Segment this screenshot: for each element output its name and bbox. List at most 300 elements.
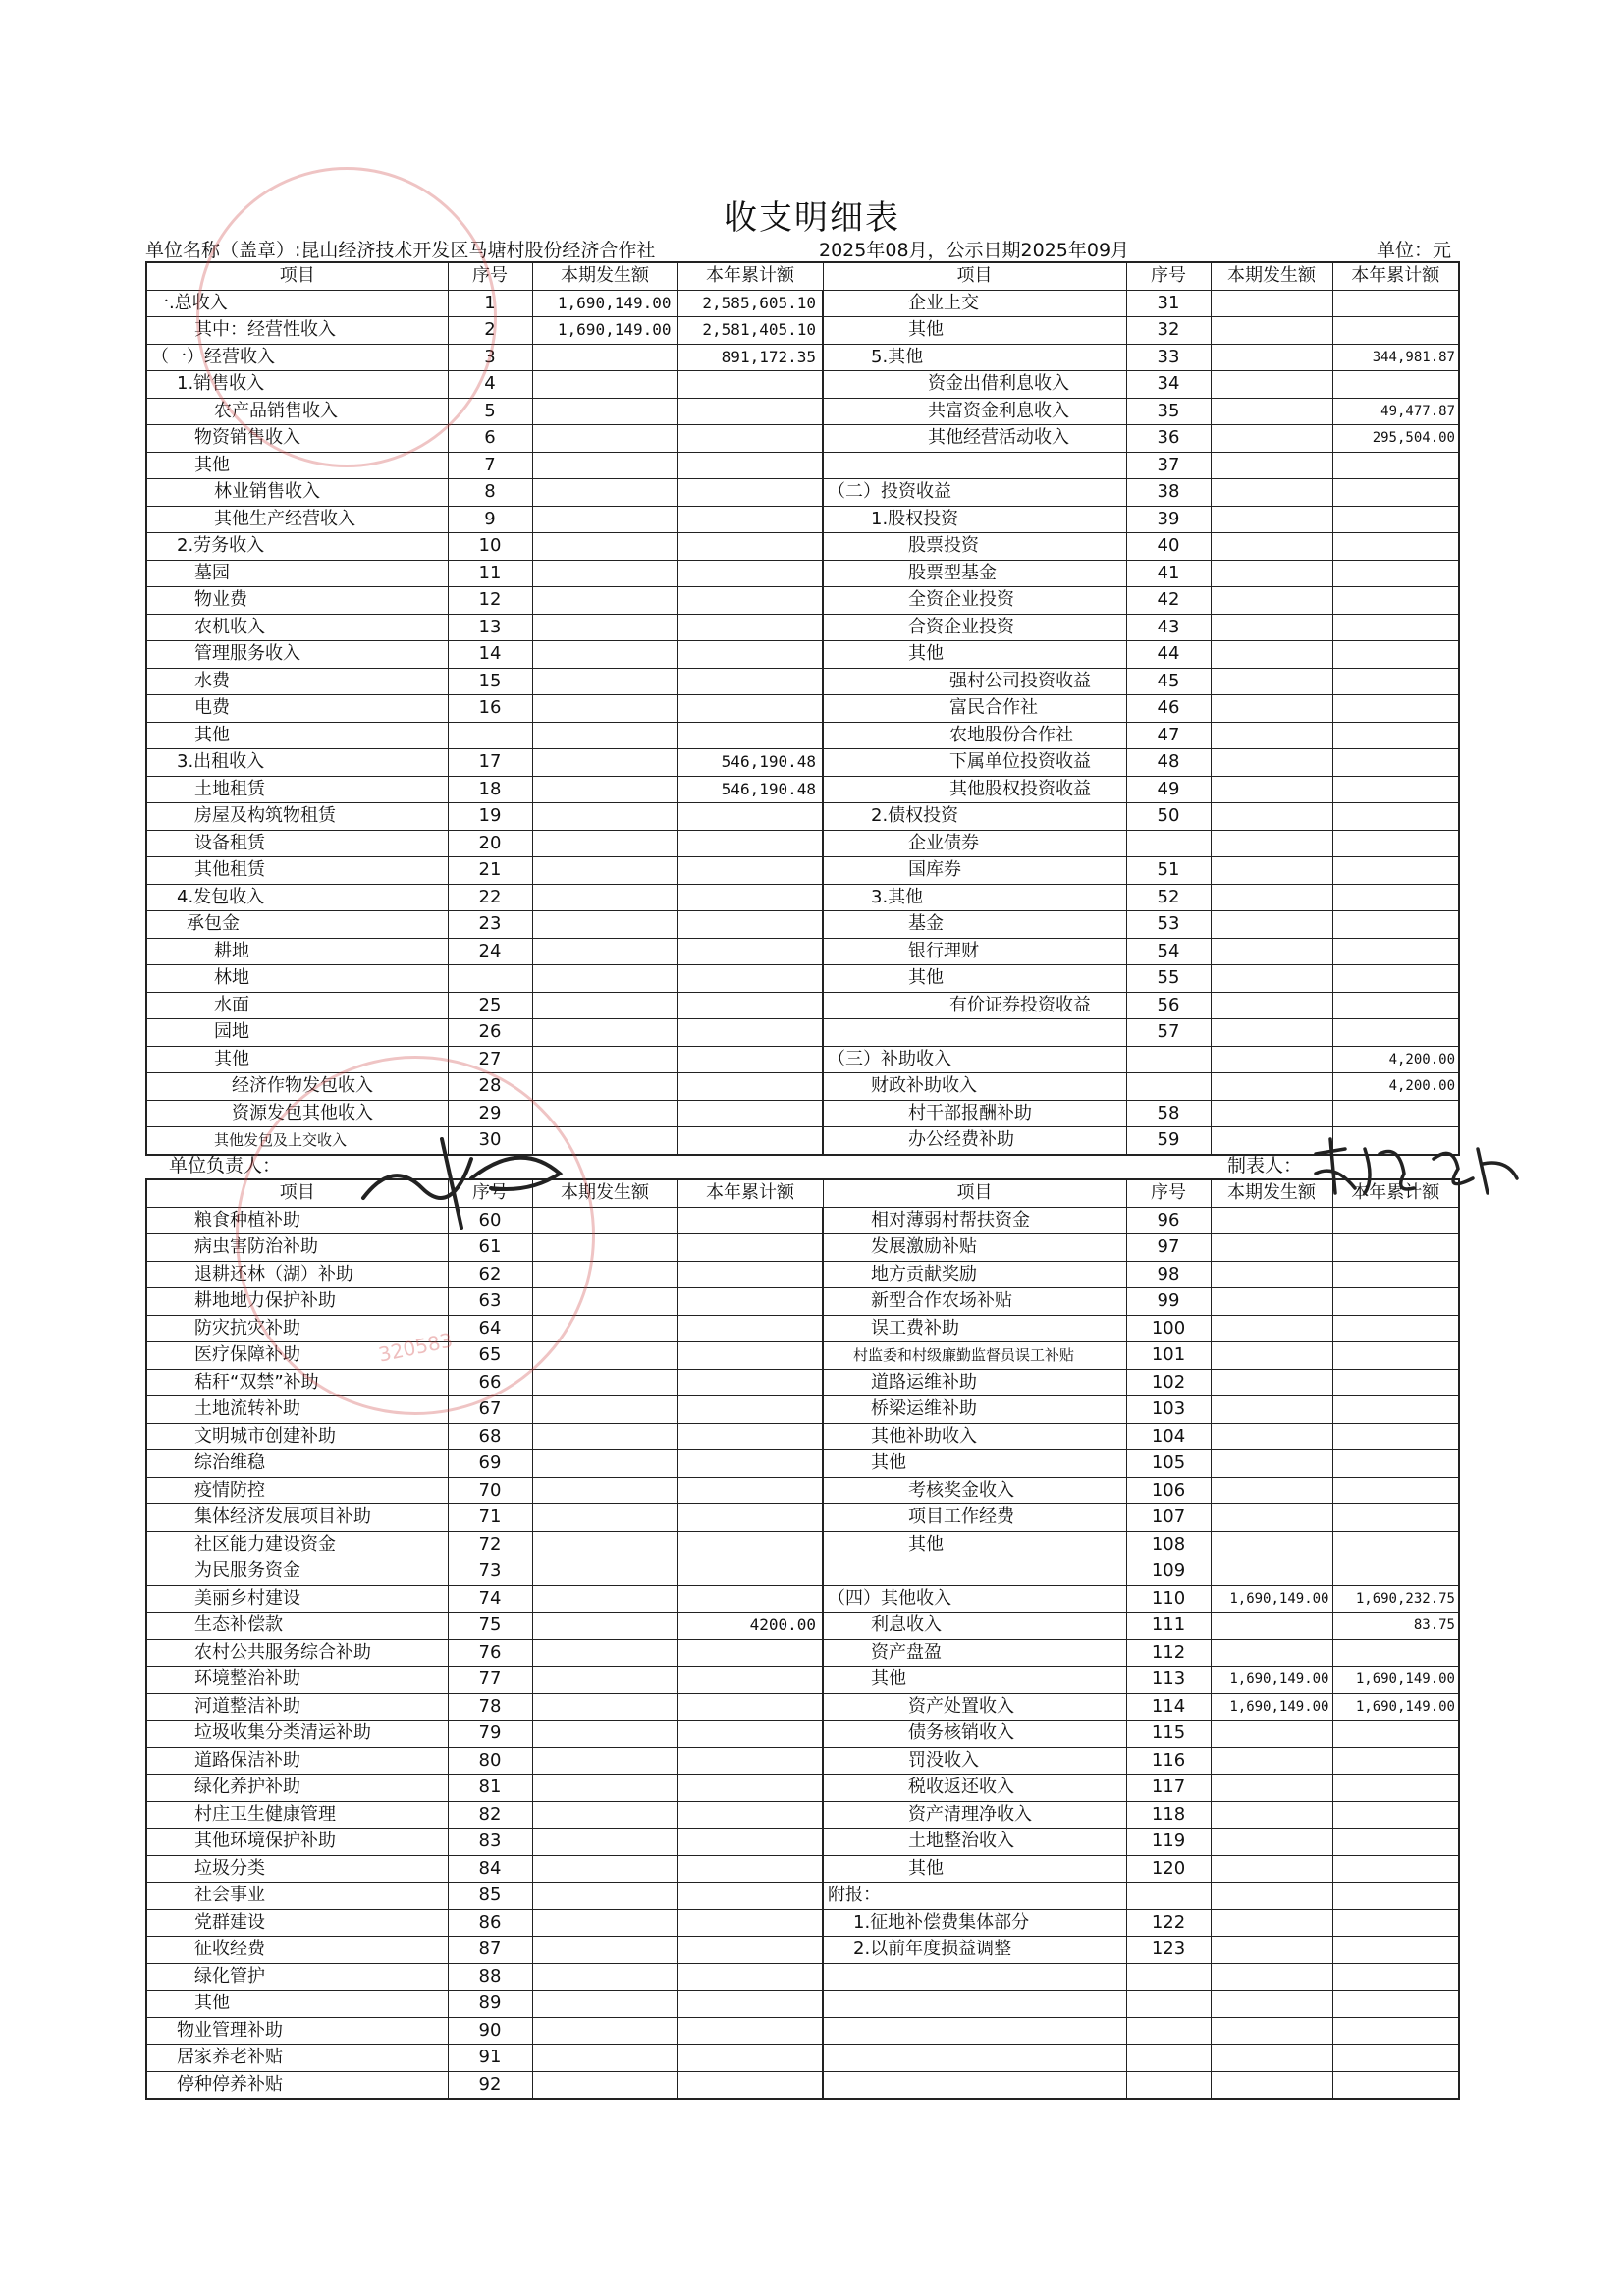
ytd-amount-cell [1332,1639,1459,1667]
ytd-amount-cell [1332,1234,1459,1262]
current-amount-cell [532,1613,677,1640]
item-cell [823,2045,1126,2072]
table-row [146,371,1459,399]
ytd-amount-cell [1332,1801,1459,1829]
seq-cell: 73 [448,1558,532,1586]
table-row [146,1801,1459,1829]
seq-cell: 112 [1126,1639,1211,1667]
seq-cell: 13 [448,614,532,641]
table-row [146,425,1459,453]
item-cell: 生态补偿款 [146,1613,448,1640]
current-amount-cell [1211,1829,1332,1856]
current-amount-cell [532,1585,677,1613]
currency-unit: 单位：元 [1376,240,1451,261]
ytd-amount-cell [1332,452,1459,479]
table-row [146,1369,1459,1396]
ytd-amount-cell [677,830,823,857]
item-cell: 股票型基金 [823,560,1126,587]
seq-cell: 104 [1126,1423,1211,1450]
col-item: 项目 [823,262,1126,290]
item-cell: 河道整洁补助 [146,1693,448,1721]
item-cell: （四）其他收入 [823,1585,1126,1613]
table-row [146,749,1459,777]
ytd-amount-cell: 1,690,149.00 [1332,1693,1459,1721]
item-cell: 文明城市创建补助 [146,1423,448,1450]
ytd-amount-cell: 546,190.48 [677,776,823,803]
table-row [146,452,1459,479]
report-period: 2025年08月，公示日期2025年09月 [819,240,1130,261]
ytd-amount-cell [1332,1721,1459,1748]
item-cell: 其他生产经营收入 [146,506,448,533]
item-cell: 村庄卫生健康管理 [146,1801,448,1829]
current-amount-cell [1211,1046,1332,1073]
table-row [146,641,1459,669]
seq-cell: 88 [448,1963,532,1991]
current-amount-cell [1211,1531,1332,1558]
unit-name: 单位名称（盖章）:昆山经济技术开发区马塘村股份经济合作社 [145,240,656,261]
seq-cell: 91 [448,2045,532,2072]
item-cell: 房屋及构筑物租赁 [146,803,448,831]
ytd-amount-cell [677,1639,823,1667]
seq-cell: 22 [448,884,532,911]
table-row [146,1558,1459,1586]
current-amount-cell [532,1775,677,1802]
ytd-amount-cell [677,965,823,993]
current-amount-cell [532,1396,677,1424]
table-row [146,479,1459,507]
item-cell: 社会事业 [146,1883,448,1910]
seq-cell: 8 [448,479,532,507]
income-table-part2 [145,1178,1460,2100]
seq-cell: 48 [1126,749,1211,777]
table-row [146,1423,1459,1450]
current-amount-cell [532,830,677,857]
current-amount-cell [1211,749,1332,777]
current-amount-cell [532,1288,677,1316]
ytd-amount-cell [677,1261,823,1288]
seq-cell: 26 [448,1019,532,1047]
current-amount-cell [1211,1315,1332,1342]
item-cell: 1.股权投资 [823,506,1126,533]
col-ytd: 本年累计额 [1332,262,1459,290]
income-table-part1 [145,261,1460,1156]
table-row [146,560,1459,587]
ytd-amount-cell [677,1477,823,1504]
ytd-amount-cell [1332,317,1459,345]
current-amount-cell [532,533,677,561]
seq-cell: 35 [1126,398,1211,425]
current-amount-cell [1211,695,1332,723]
ytd-amount-cell [677,1073,823,1101]
ytd-amount-cell [677,938,823,965]
current-amount-cell: 1,690,149.00 [532,290,677,317]
current-amount-cell [1211,344,1332,371]
current-amount-cell [1211,506,1332,533]
ytd-amount-cell [1332,1100,1459,1127]
seq-cell: 40 [1126,533,1211,561]
item-cell: 1.销售收入 [146,371,448,399]
seq-cell: 100 [1126,1315,1211,1342]
table-header-row [146,1179,1459,1207]
current-amount-cell [1211,533,1332,561]
current-amount-cell [532,884,677,911]
seq-cell: 16 [448,695,532,723]
current-amount-cell [1211,1073,1332,1101]
ytd-amount-cell [677,1396,823,1424]
table-row [146,1315,1459,1342]
seq-cell: 115 [1126,1721,1211,1748]
seq-cell: 76 [448,1639,532,1667]
item-cell: 其他 [146,452,448,479]
seq-cell: 32 [1126,317,1211,345]
item-cell: 村监委和村级廉勤监督员误工补贴 [823,1342,1126,1370]
seq-cell: 59 [1126,1127,1211,1155]
item-cell: 绿化养护补助 [146,1775,448,1802]
seq-cell: 47 [1126,722,1211,749]
seq-cell: 89 [448,1991,532,2018]
current-amount-cell [1211,371,1332,399]
current-amount-cell [532,1261,677,1288]
current-amount-cell [532,1991,677,2018]
current-amount-cell [1211,830,1332,857]
item-cell: 发展激励补贴 [823,1234,1126,1262]
item-cell: 相对薄弱村帮扶资金 [823,1207,1126,1234]
table-row [146,290,1459,317]
item-cell: 其他股权投资收益 [823,776,1126,803]
current-amount-cell [532,398,677,425]
table-row [146,1937,1459,1964]
current-amount-cell [532,1747,677,1775]
table-row [146,1667,1459,1694]
seq-cell: 15 [448,668,532,695]
seq-cell: 119 [1126,1829,1211,1856]
current-amount-cell [1211,668,1332,695]
table-row [146,1585,1459,1613]
seq-cell: 2 [448,317,532,345]
seq-cell [1126,2045,1211,2072]
seq-cell: 60 [448,1207,532,1234]
current-amount-cell [532,1423,677,1450]
current-amount-cell [1211,1423,1332,1450]
ytd-amount-cell [677,2071,823,2099]
ytd-amount-cell [1332,1531,1459,1558]
current-amount-cell [1211,1342,1332,1370]
ytd-amount-cell: 83.75 [1332,1613,1459,1640]
ytd-amount-cell [677,1775,823,1802]
current-amount-cell [532,695,677,723]
table-row [146,317,1459,345]
ytd-amount-cell [677,2045,823,2072]
item-cell [823,2017,1126,2045]
ytd-amount-cell [677,1747,823,1775]
col-seq: 序号 [448,1179,532,1207]
item-cell: 资产处置收入 [823,1693,1126,1721]
ytd-amount-cell [677,398,823,425]
seq-cell: 19 [448,803,532,831]
seq-cell: 75 [448,1613,532,1640]
table-header-row [146,262,1459,290]
seq-cell [1126,1883,1211,1910]
ytd-amount-cell [677,1667,823,1694]
current-amount-cell [532,938,677,965]
item-cell [823,1019,1126,1047]
seq-cell: 6 [448,425,532,453]
seq-cell: 83 [448,1829,532,1856]
col-current: 本期发生额 [1211,262,1332,290]
current-amount-cell [532,1342,677,1370]
table-row [146,533,1459,561]
current-amount-cell [1211,1883,1332,1910]
item-cell: 党群建设 [146,1909,448,1937]
item-cell: 其他 [823,317,1126,345]
seq-cell: 11 [448,560,532,587]
item-cell: 项目工作经费 [823,1504,1126,1532]
ytd-amount-cell [1332,1775,1459,1802]
ytd-amount-cell [1332,1504,1459,1532]
ytd-amount-cell [677,2017,823,2045]
current-amount-cell: 1,690,149.00 [1211,1693,1332,1721]
seq-cell: 36 [1126,425,1211,453]
seq-cell: 17 [448,749,532,777]
current-amount-cell [532,560,677,587]
item-cell: 新型合作农场补贴 [823,1288,1126,1316]
current-amount-cell [532,1477,677,1504]
table-row [146,1450,1459,1478]
item-cell: 资产清理净收入 [823,1801,1126,1829]
seq-cell: 42 [1126,587,1211,615]
ytd-amount-cell: 4200.00 [677,1613,823,1640]
current-amount-cell [1211,1855,1332,1883]
table-row [146,1207,1459,1234]
ytd-amount-cell [1332,614,1459,641]
item-cell [823,452,1126,479]
ytd-amount-cell [677,425,823,453]
ytd-amount-cell [677,1019,823,1047]
current-amount-cell [532,1963,677,1991]
table-row [146,911,1459,939]
ytd-amount-cell: 344,981.87 [1332,344,1459,371]
table-row [146,1883,1459,1910]
ytd-amount-cell [677,641,823,669]
current-amount-cell [1211,1396,1332,1424]
responsible-person-label: 单位负责人： [169,1155,282,1176]
seq-cell: 114 [1126,1693,1211,1721]
current-amount-cell [532,1450,677,1478]
ytd-amount-cell [677,1046,823,1073]
item-cell: 企业债券 [823,830,1126,857]
item-cell: 征收经费 [146,1937,448,1964]
item-cell: 3.出租收入 [146,749,448,777]
ytd-amount-cell [1332,560,1459,587]
item-cell: 其他 [823,1531,1126,1558]
item-cell: 3.其他 [823,884,1126,911]
item-cell: 土地流转补助 [146,1396,448,1424]
item-cell: 物业费 [146,587,448,615]
ytd-amount-cell: 546,190.48 [677,749,823,777]
ytd-amount-cell [1332,1883,1459,1910]
item-cell: 土地整治收入 [823,1829,1126,1856]
item-cell: 社区能力建设资金 [146,1531,448,1558]
ytd-amount-cell [1332,884,1459,911]
current-amount-cell [1211,2071,1332,2099]
ytd-amount-cell [1332,803,1459,831]
ytd-amount-cell [1332,1991,1459,2018]
ytd-amount-cell [677,1288,823,1316]
current-amount-cell [1211,776,1332,803]
seq-cell: 92 [448,2071,532,2099]
current-amount-cell [1211,1261,1332,1288]
item-cell: 园地 [146,1019,448,1047]
ytd-amount-cell [1332,1315,1459,1342]
item-cell: （一）经营收入 [146,344,448,371]
ytd-amount-cell [1332,1477,1459,1504]
seq-cell: 37 [1126,452,1211,479]
seq-cell: 118 [1126,1801,1211,1829]
item-cell: 疫情防控 [146,1477,448,1504]
seq-cell: 77 [448,1667,532,1694]
seq-cell [1126,1046,1211,1073]
item-cell: 道路运维补助 [823,1369,1126,1396]
current-amount-cell [532,344,677,371]
seq-cell: 28 [448,1073,532,1101]
seq-cell: 80 [448,1747,532,1775]
ytd-amount-cell: 1,690,232.75 [1332,1585,1459,1613]
current-amount-cell [532,1369,677,1396]
item-cell [823,1991,1126,2018]
current-amount-cell [532,1100,677,1127]
table-row [146,1396,1459,1424]
item-cell: 物资销售收入 [146,425,448,453]
ytd-amount-cell [1332,911,1459,939]
col-current: 本期发生额 [1211,1179,1332,1207]
current-amount-cell [1211,1639,1332,1667]
ytd-amount-cell [677,1721,823,1748]
seq-cell: 85 [448,1883,532,1910]
ytd-amount-cell [677,1450,823,1478]
item-cell [823,1963,1126,1991]
item-cell: 设备租赁 [146,830,448,857]
seq-cell: 72 [448,1531,532,1558]
seq-cell: 31 [1126,290,1211,317]
seq-cell: 79 [448,1721,532,1748]
ytd-amount-cell [1332,641,1459,669]
current-amount-cell [532,668,677,695]
ytd-amount-cell [1332,1829,1459,1856]
ytd-amount-cell [1332,2045,1459,2072]
current-amount-cell [532,992,677,1019]
seq-cell: 116 [1126,1747,1211,1775]
seq-cell: 98 [1126,1261,1211,1288]
seq-cell: 50 [1126,803,1211,831]
current-amount-cell [1211,479,1332,507]
ytd-amount-cell [1332,1019,1459,1047]
current-amount-cell [532,1639,677,1667]
seq-cell: 57 [1126,1019,1211,1047]
current-amount-cell [1211,425,1332,453]
current-amount-cell [1211,1450,1332,1478]
seq-cell: 20 [448,830,532,857]
table-row [146,344,1459,371]
seq-cell: 38 [1126,479,1211,507]
page-title: 收支明细表 [724,198,900,238]
table-row [146,2071,1459,2099]
item-cell: 耕地 [146,938,448,965]
item-cell: 其他 [823,965,1126,993]
ytd-amount-cell [677,668,823,695]
item-cell: 村干部报酬补助 [823,1100,1126,1127]
ytd-amount-cell [1332,830,1459,857]
current-amount-cell [532,1558,677,1586]
seq-cell: 55 [1126,965,1211,993]
seq-cell: 29 [448,1100,532,1127]
table-row [146,1991,1459,2018]
ytd-amount-cell [677,803,823,831]
current-amount-cell [532,1207,677,1234]
item-cell: 环境整治补助 [146,1667,448,1694]
table-row [146,938,1459,965]
current-amount-cell [1211,992,1332,1019]
current-amount-cell [532,2045,677,2072]
table-row [146,1855,1459,1883]
seq-cell: 102 [1126,1369,1211,1396]
seq-cell: 46 [1126,695,1211,723]
seq-cell: 123 [1126,1937,1211,1964]
seq-cell: 109 [1126,1558,1211,1586]
item-cell: 办公经费补助 [823,1127,1126,1155]
ytd-amount-cell [1332,371,1459,399]
current-amount-cell [1211,1721,1332,1748]
table-row [146,1909,1459,1937]
item-cell: 1.征地补偿费集体部分 [823,1909,1126,1937]
item-cell: 银行理财 [823,938,1126,965]
table-row [146,1073,1459,1101]
item-cell: 税收返还收入 [823,1775,1126,1802]
ytd-amount-cell: 2,585,605.10 [677,290,823,317]
current-amount-cell [1211,398,1332,425]
item-cell: 附报： [823,1883,1126,1910]
ytd-amount-cell [1332,965,1459,993]
current-amount-cell [1211,1747,1332,1775]
col-seq: 序号 [448,262,532,290]
seq-cell: 39 [1126,506,1211,533]
seq-cell: 86 [448,1909,532,1937]
ytd-amount-cell: 49,477.87 [1332,398,1459,425]
current-amount-cell [532,1829,677,1856]
ytd-amount-cell [1332,1558,1459,1586]
seq-cell: 108 [1126,1531,1211,1558]
current-amount-cell [1211,1288,1332,1316]
item-cell: 其他补助收入 [823,1423,1126,1450]
table-row [146,1504,1459,1532]
item-cell: 土地租赁 [146,776,448,803]
current-amount-cell [1211,2045,1332,2072]
seq-cell: 25 [448,992,532,1019]
current-amount-cell [1211,1909,1332,1937]
item-cell: 防灾抗灾补助 [146,1315,448,1342]
current-amount-cell [532,965,677,993]
current-amount-cell [532,1127,677,1155]
ytd-amount-cell [677,1909,823,1937]
ytd-amount-cell [677,587,823,615]
current-amount-cell [1211,1558,1332,1586]
item-cell: 股票投资 [823,533,1126,561]
seq-cell: 111 [1126,1613,1211,1640]
ytd-amount-cell [677,560,823,587]
ytd-amount-cell [1332,587,1459,615]
table-body-2 [146,1207,1459,2099]
ytd-amount-cell: 4,200.00 [1332,1073,1459,1101]
current-amount-cell [1211,965,1332,993]
